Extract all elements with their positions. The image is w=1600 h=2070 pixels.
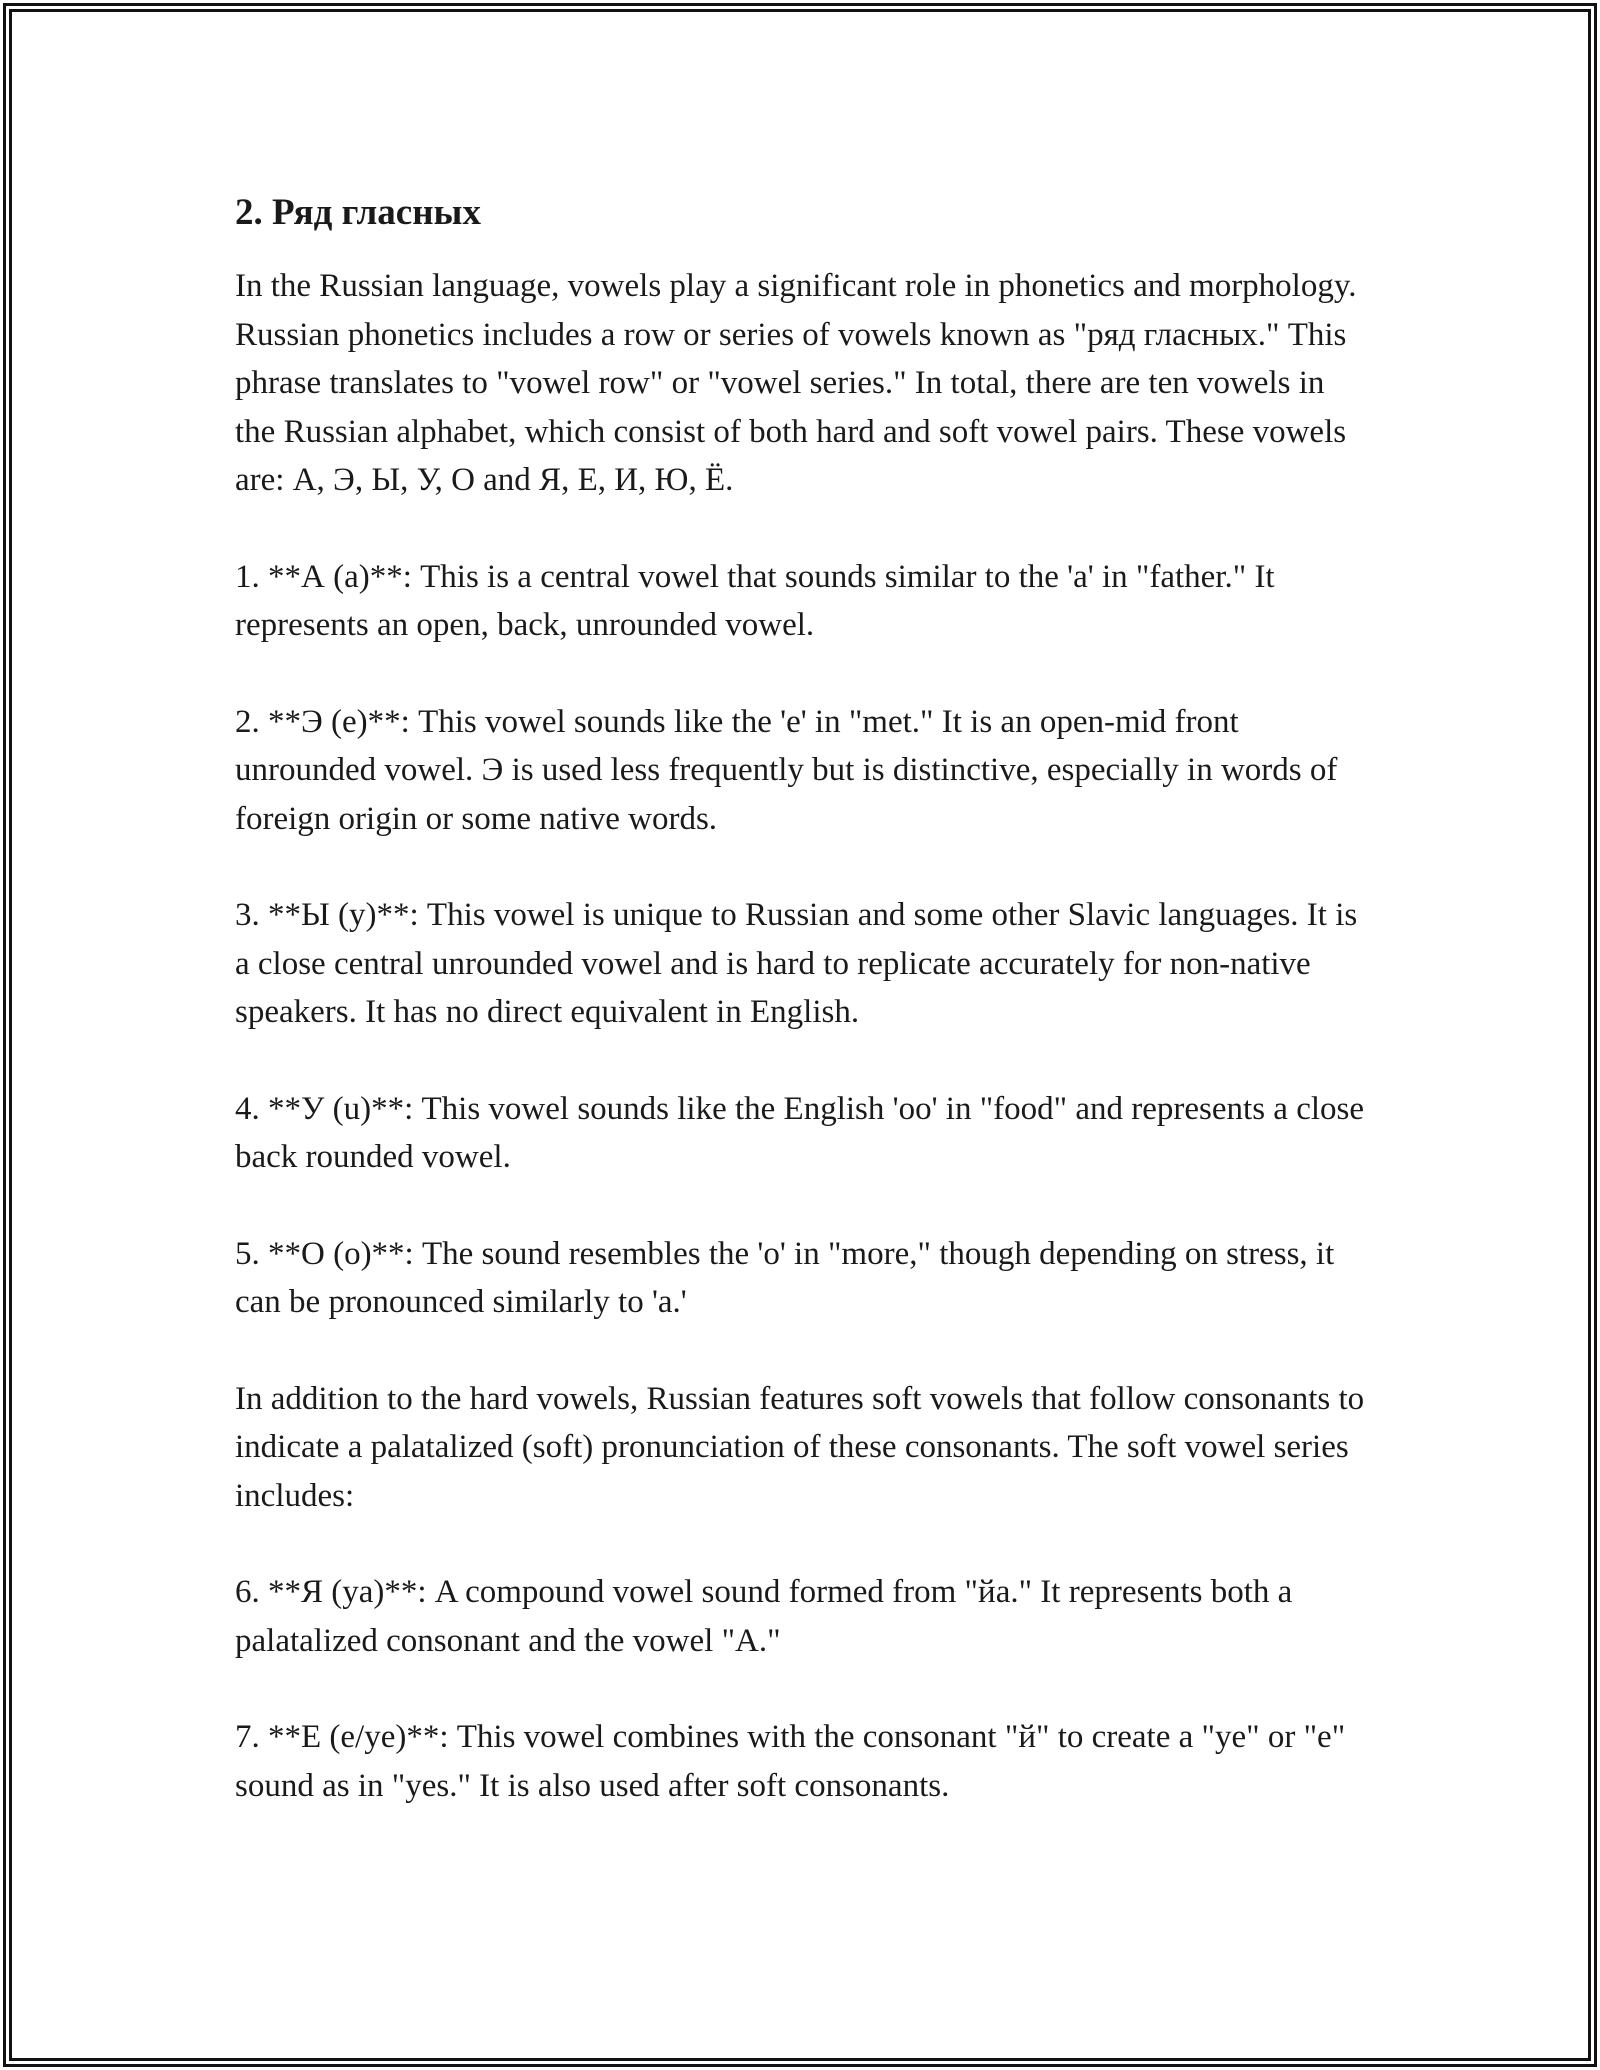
vowel-u-paragraph: 4. **У (u)**: This vowel sounds like the English 'oo' in "food" and represents a close back rounded vowel.	[235, 1090, 1365, 1175]
soft-vowels-intro-paragraph: In addition to the hard vowels, Russian features soft vowels that follow consonants to indicate a palatalized (soft) pronunciation of these consonants. The soft vowel series includes:	[235, 1380, 1365, 1514]
section-heading: 2. Ряд гласных	[235, 192, 481, 233]
vowel-e-paragraph: 2. **Э (e)**: This vowel sounds like the 'e' in "met." It is an open-mid front unrounded vowel. Э is used less frequently but is distinctive, especially in words of foreign origin or some native words.	[235, 703, 1338, 837]
vowel-y-paragraph: 3. **Ы (y)**: This vowel is unique to Russian and some other Slavic languages. It is a close central unrounded vowel and is hard to replicate accurately for non-native speakers. It has no direct equivalent in English.	[235, 897, 1358, 1030]
document-body	[235, 188, 1370, 1858]
vowel-ya-paragraph: 6. **Я (ya)**: A compound vowel sound formed from "йа." It represents both a palatalized consonant and the vowel "А."	[235, 1574, 1293, 1659]
vowel-ye-paragraph: 7. **Е (e/ye)**: This vowel combines with the consonant "й" to create a "ye" or "e" sound as in "yes." It is also used after soft consonants.	[235, 1719, 1346, 1804]
vowel-o-paragraph: 5. **О (o)**: The sound resembles the 'o' in "more," though depending on stress, it can be pronounced similarly to 'a.'	[235, 1235, 1335, 1320]
intro-paragraph: In the Russian language, vowels play a significant role in phonetics and morphology. Russian phonetics includes a row or series of vowels known as "ряд гласных." This phrase translates to "vowel row" or "vowel series." In total, there are ten vowels in the Russian alphabet, which consist of both hard and soft vowel pairs. These vowels are: А, Э, Ы, У, О and Я, Е, И, Ю, Ё.	[235, 268, 1357, 498]
vowel-a-paragraph: 1. **А (a)**: This is a central vowel that sounds similar to the 'a' in "father." It represents an open, back, unrounded vowel.	[235, 558, 1275, 643]
